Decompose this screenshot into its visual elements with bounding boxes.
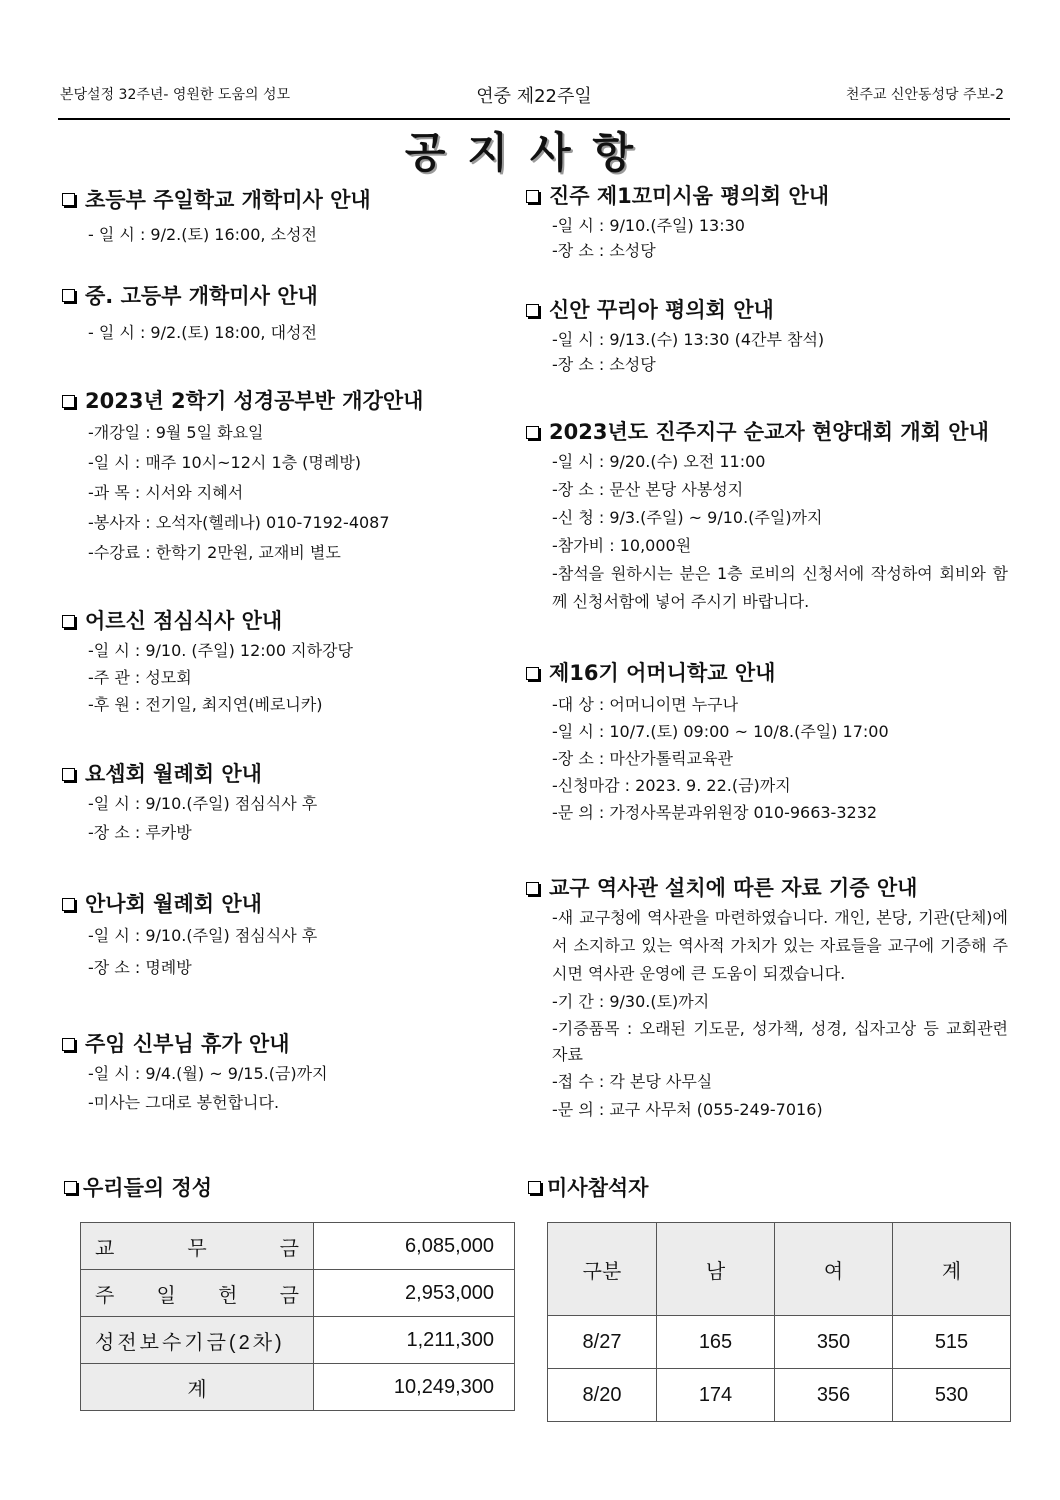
offering-label: [81, 1223, 314, 1270]
table-cell: 165: [657, 1316, 775, 1369]
notice-section: [62, 280, 512, 343]
offering-table: [80, 1222, 515, 1411]
checkbox-bullet-icon: [526, 190, 539, 203]
notice-item: -기증품목 : 오래된 기도문, 성가책, 성경, 십자고상 등 교회관련 자료: [552, 1019, 1008, 1064]
notice-item: -주 관 : 성모회: [88, 668, 192, 687]
notice-section: [526, 418, 1010, 616]
spaced-label: 성전보수기금(2차): [95, 1331, 285, 1354]
label-char: 무: [187, 1237, 207, 1260]
attendance-table: [547, 1222, 1011, 1422]
notice-section: [526, 660, 1010, 826]
table-cell: 8/20: [548, 1369, 657, 1422]
column-header: 남: [657, 1223, 775, 1316]
notice-item: - 일 시 : 9/2.(토) 16:00, 소성전: [88, 225, 317, 244]
column-header: 계: [893, 1223, 1011, 1316]
notice-item: -미사는 그대로 봉헌합니다.: [88, 1093, 280, 1112]
spaced-label: [95, 1232, 299, 1261]
label-char: 일: [156, 1284, 176, 1307]
notice-section: [62, 386, 512, 568]
notice-item: -기 간 : 9/30.(토)까지: [552, 992, 710, 1011]
notice-section: [526, 184, 1010, 263]
notice-item: -과 목 : 시서와 지혜서: [88, 483, 244, 502]
section-title: 교구 역사관 설치에 따른 자료 기증 안내: [549, 876, 918, 900]
checkbox-bullet-icon: [528, 1181, 541, 1194]
bulletin-header: [58, 82, 1010, 120]
table-cell: 530: [893, 1369, 1011, 1422]
checkbox-bullet-icon: [62, 768, 75, 781]
notice-item: -일 시 : 9/10.(주일) 13:30: [552, 216, 745, 235]
checkbox-bullet-icon: [62, 193, 75, 206]
section-title: 안나회 월례회 안내: [85, 892, 262, 916]
notice-item: -대 상 : 어머니이면 누구나: [552, 695, 739, 714]
section-title: 중. 고등부 개학미사 안내: [85, 284, 318, 308]
table-cell: 174: [657, 1369, 775, 1422]
table-cell: 350: [775, 1316, 893, 1369]
notice-item: -개강일 : 9월 5일 화요일: [88, 423, 264, 442]
offering-label: [81, 1317, 314, 1364]
table-header-row: [548, 1223, 1011, 1316]
label-char: 교: [95, 1237, 115, 1260]
notice-item: -봉사자 : 오석자(헬레나) 010-7192-4087: [88, 513, 390, 532]
notice-item: -장 소 : 마산가톨릭교육관: [552, 749, 733, 768]
notice-item: -장 소 : 명례방: [88, 958, 192, 977]
table-row: [81, 1364, 515, 1411]
section-title: 어르신 점심식사 안내: [85, 609, 283, 633]
checkbox-bullet-icon: [62, 1038, 75, 1051]
label-char: 금: [279, 1284, 299, 1307]
section-title: 2023년 2학기 성경공부반 개강안내: [85, 389, 424, 413]
page-title: 공지사항: [404, 128, 656, 177]
notice-item: -신청마감 : 2023. 9. 22.(금)까지: [552, 776, 791, 795]
column-header: 여: [775, 1223, 893, 1316]
notice-item: -장 소 : 문산 본당 사봉성지: [552, 480, 744, 499]
offering-total-label: 계: [81, 1364, 314, 1411]
table-row: [548, 1316, 1011, 1369]
notice-section: [62, 608, 512, 718]
checkbox-bullet-icon: [526, 426, 539, 439]
notice-item: -신 청 : 9/3.(주일) ~ 9/10.(주일)까지: [552, 508, 823, 527]
checkbox-bullet-icon: [526, 882, 539, 895]
section-title: 진주 제1꼬미시움 평의회 안내: [549, 184, 829, 208]
checkbox-bullet-icon: [64, 1181, 77, 1194]
notice-item: -수강료 : 한학기 2만원, 교재비 별도: [88, 543, 341, 562]
table-row: [81, 1317, 515, 1364]
offering-label: [81, 1270, 314, 1317]
notice-item: -참석을 원하시는 분은 1층 로비의 신청서에 작성하여 회비와 함께 신청서함에 넣어 주시기 바랍니다.: [552, 564, 1008, 611]
checkbox-bullet-icon: [62, 615, 75, 628]
table-row: [81, 1270, 515, 1317]
notice-item: -장 소 : 루카방: [88, 823, 192, 842]
notice-item: -문 의 : 교구 사무처 (055-249-7016): [552, 1100, 823, 1119]
table-cell: 8/27: [548, 1316, 657, 1369]
section-title: 신안 꾸리아 평의회 안내: [549, 298, 774, 322]
checkbox-bullet-icon: [526, 667, 539, 680]
offering-total-value: 10,249,300: [314, 1364, 515, 1411]
notice-item: -후 원 : 전기일, 최지연(베로니카): [88, 695, 323, 714]
notice-section: [62, 1030, 512, 1117]
notice-section: [526, 298, 1010, 377]
section-title: 제16기 어머니학교 안내: [549, 661, 776, 685]
notice-item: -일 시 : 매주 10시~12시 1층 (명례방): [88, 453, 362, 472]
notice-item: -접 수 : 각 본당 사무실: [552, 1072, 713, 1091]
notice-section: [62, 888, 512, 984]
checkbox-bullet-icon: [62, 289, 75, 302]
offering-value: 6,085,000: [314, 1223, 515, 1270]
notice-item: -일 시 : 9/20.(수) 오전 11:00: [552, 452, 766, 471]
table-cell: 356: [775, 1369, 893, 1422]
header-right-text: 천주교 신안동성당 주보-2: [845, 87, 1004, 103]
notice-item: -일 시 : 9/13.(수) 13:30 (4간부 참석): [552, 330, 825, 349]
notice-item: -참가비 : 10,000원: [552, 536, 692, 555]
notice-item: -일 시 : 9/10.(주일) 점심식사 후: [88, 794, 318, 813]
notice-item: - 일 시 : 9/2.(토) 18:00, 대성전: [88, 323, 317, 342]
header-center-text: 연중 제22주일: [476, 86, 592, 107]
section-title: 주임 신부님 휴가 안내: [85, 1032, 290, 1056]
table-row: [81, 1223, 515, 1270]
checkbox-bullet-icon: [62, 898, 75, 911]
table-row: [548, 1369, 1011, 1422]
notice-section: [526, 874, 1010, 1124]
label-char: 금: [279, 1237, 299, 1260]
notice-item: -장 소 : 소성당: [552, 241, 656, 260]
notice-item: -문 의 : 가정사목분과위원장 010-9663-3232: [552, 803, 878, 822]
spaced-label: [95, 1279, 299, 1308]
checkbox-bullet-icon: [526, 304, 539, 317]
notice-item: -일 시 : 9/10.(주일) 점심식사 후: [88, 926, 318, 945]
offering-value: 1,211,300: [314, 1317, 515, 1364]
notice-item: -일 시 : 10/7.(토) 09:00 ~ 10/8.(주일) 17:00: [552, 722, 889, 741]
notice-item: -장 소 : 소성당: [552, 355, 656, 374]
notice-section: [62, 184, 512, 245]
notice-item: -새 교구청에 역사관을 마련하였습니다. 개인, 본당, 기관(단체)에서 소지하고 있는 역사적 가치가 있는 자료들을 교구에 기증해 주시면 역사관 운영에 큰 도움이 되겠습니다.: [552, 908, 1008, 983]
notice-section: [62, 760, 512, 847]
header-left-text: 본당설정 32주년- 영원한 도움의 성모: [60, 87, 291, 103]
offering-title: 우리들의 정성: [64, 1172, 212, 1202]
table-cell: 515: [893, 1316, 1011, 1369]
section-title: 요셉회 월례회 안내: [85, 762, 262, 786]
column-header: 구분: [548, 1223, 657, 1316]
offering-value: 2,953,000: [314, 1270, 515, 1317]
section-title: 초등부 주일학교 개학미사 안내: [85, 188, 371, 212]
notice-item: -일 시 : 9/10. (주일) 12:00 지하강당: [88, 641, 353, 660]
checkbox-bullet-icon: [62, 395, 75, 408]
label-char: 헌: [218, 1284, 238, 1307]
notice-item: -일 시 : 9/4.(월) ~ 9/15.(금)까지: [88, 1064, 328, 1083]
label-char: 주: [95, 1284, 115, 1307]
attendance-title: 미사참석자: [528, 1172, 648, 1202]
section-title: 2023년도 진주지구 순교자 현양대회 개회 안내: [549, 420, 989, 444]
